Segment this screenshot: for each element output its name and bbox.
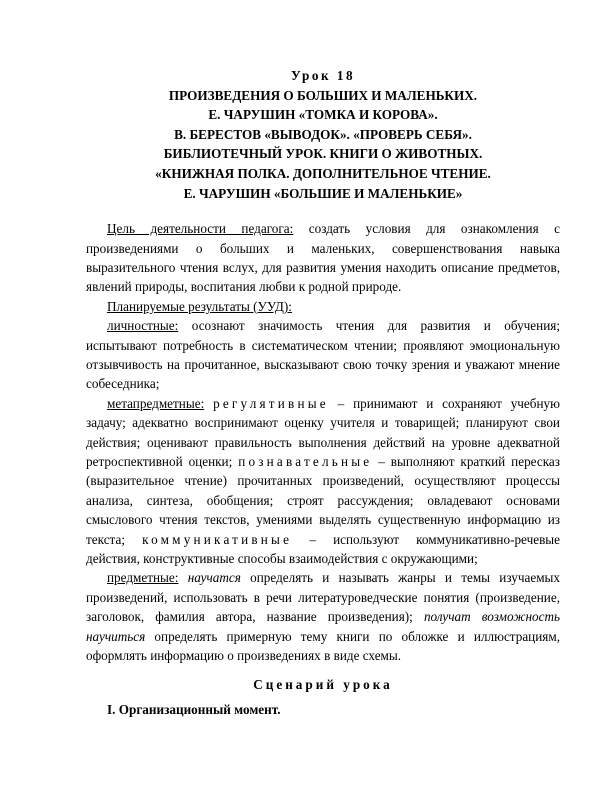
scenario-heading: Сценарий урока	[253, 676, 393, 692]
lesson-title-block	[86, 66, 560, 203]
personal-results-paragraph	[86, 316, 560, 394]
title-line-3: В. БЕРЕСТОВ «ВЫВОДОК». «ПРОВЕРЬ СЕБЯ».	[174, 126, 472, 142]
meta-cognitive-label: познавательные	[238, 454, 373, 470]
subject-results-paragraph	[86, 568, 560, 665]
subject-will-learn: научатся	[187, 570, 241, 586]
subject-label: предметные:	[107, 570, 179, 586]
subject-may-learn: получат возможность научиться	[86, 609, 560, 644]
subject-text-1: определять и называть жанры и темы изучаемых произведений, использовать в речи литературоведческие понятия (произведение, заголовок, фамилия автора, название произведения);	[86, 570, 560, 625]
meta-label: метапредметные:	[107, 395, 205, 411]
subject-text-2: определять примерную тему книги по обложке и иллюстрациям, оформлять информацию о произведениях в виде схемы.	[86, 628, 560, 664]
meta-regulative-label: регулятивные	[213, 395, 329, 411]
personal-label: личностные:	[107, 318, 179, 334]
lesson-number: Урок 18	[290, 68, 356, 83]
goal-paragraph	[86, 219, 560, 297]
title-line-5: «КНИЖНАЯ ПОЛКА. ДОПОЛНИТЕЛЬНОЕ ЧТЕНИЕ.	[155, 165, 491, 181]
meta-regulative-text: – принимают и сохраняют учебную задачу; адекватно воспринимают оценку учителя и товарищей; планируют свои действия; оценивают правильность выполнения действий на уровне адекватной ретроспективной оценки;	[86, 395, 560, 470]
goal-label: Цель деятельности педагога:	[107, 221, 294, 237]
title-line-2: Е. ЧАРУШИН «ТОМКА И КОРОВА».	[208, 107, 438, 123]
meta-cognitive-text: – выполняют краткий пересказ (выразительное чтение) прочитанных произведений, осуществляют процессы анализа, синтеза, обобщения; строят рассуждения; овладевают основами смыслового чтения текстов, умениями выделять существенную информацию из текста;	[86, 454, 560, 547]
results-heading-text: Планируемые результаты (УУД):	[107, 298, 292, 314]
meta-communicative-text: – используют коммуникативно-речевые действия, конструктивные способы взаимодействия с окружающими;	[86, 531, 561, 567]
section-organizational-moment: I. Организационный момент.	[107, 701, 281, 717]
results-heading	[86, 297, 560, 316]
title-line-6: Е. ЧАРУШИН «БОЛЬШИЕ И МАЛЕНЬКИЕ»	[183, 185, 463, 201]
goal-text: создать условия для ознакомления с произведениями о больших и маленьких, совершенствования навыка выразительного чтения вслух, для развития умения находить описание предметов, явлений природы, воспитания любви к родной природе.	[86, 221, 560, 295]
title-line-4: БИБЛИОТЕЧНЫЙ УРОК. КНИГИ О ЖИВОТНЫХ.	[163, 146, 483, 162]
lesson-body	[86, 219, 560, 719]
personal-text: осознают значимость чтения для развития и обучения; испытывают потребность в систематическом чтении; проявляют эмоциональную отзывчивость на прочитанное, высказывают свою точку зрения и уважают мнение собеседника;	[86, 318, 560, 392]
meta-results-paragraph	[86, 394, 560, 569]
meta-communicative-label: коммуникативные	[142, 531, 293, 547]
title-line-1: ПРОИЗВЕДЕНИЯ О БОЛЬШИХ И МАЛЕНЬКИХ.	[168, 87, 478, 103]
